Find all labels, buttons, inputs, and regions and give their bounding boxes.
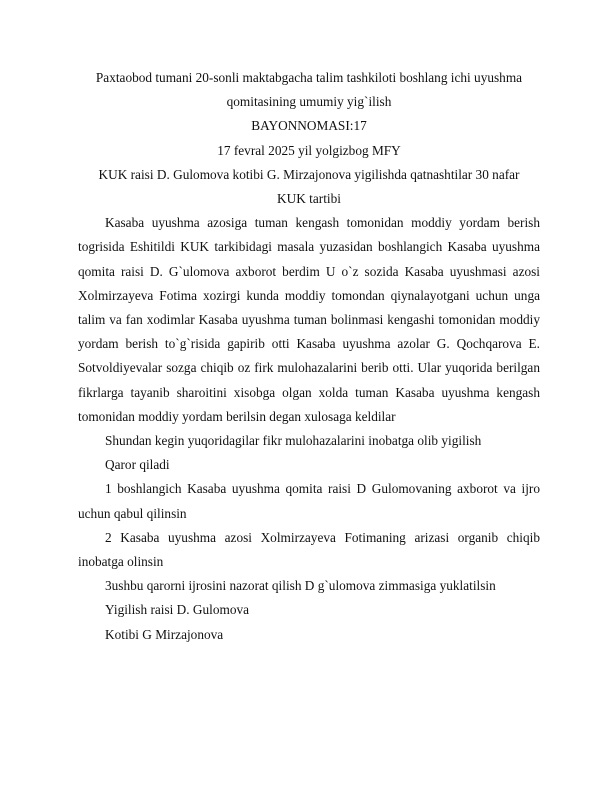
header-line-2: qomitasining umumiy yig`ilish [226,94,392,110]
decision-item-1: 1 boshlangich Kasaba uyushma qomita raisi D Gulomovaning axborot va ijro uchun qabul qilinsin [78,481,540,521]
attendance-line: KUK raisi D. Gulomova kotibi G. Mirzajonova yigilishda qatnashtilar 30 nafar [98,166,520,182]
meeting-chair: Yigilish raisi D. Gulomova [105,602,250,618]
main-paragraph: Kasaba uyushma azosiga tuman kengash tomonidan moddiy yordam berish togrisida Eshitildi KUK tarkibidagi masala yuzasidan boshlangich Kasaba uyushma qomita raisi D. G`ulomova axborot berdim U o`z sozida Kasaba uyushmasi azosi Xolmirzayeva Fotima xozirgi kunda moddiy tomondan qiynalayotgani uchun unga talim va fan xodimlar Kasaba uyushma tuman bolinmasi kengashi tomonidan moddiy yordam berish to`g`risida gapirib otti Kasaba uyushma azolar G. Qochqarova E. Sotvoldiyevalar sozga chiqib oz firk mulohazalarini berib otti. Ular yuqorida berilgan fikrlarga tayanib sharoitini xisobga olgan xolda tuman Kasaba uyushma kengash tomonidan moddiy yordam berilsin degan xulosaga keldilar [78,215,540,424]
protocol-date-place: 17 fevral 2025 yil yolgizbog MFY [217,142,401,158]
meeting-secretary: Kotibi G Mirzajonova [105,626,224,642]
header-line-1: Paxtaobod tumani 20-sonli maktabgacha talim tashkiloti boshlang ichi uyushma [95,70,523,85]
protocol-title: BAYONNOMASI:17 [251,118,367,134]
agenda-heading: KUK tartibi [277,191,341,207]
document-body [78,66,540,647]
decision-item-2: 2 Kasaba uyushma azosi Xolmirzayeva Fotimaning arizasi organib chiqib inobatga olinsin [78,529,540,570]
conclusion-line: Shundan kegin yuqoridagilar fikr mulohazalarini inobatga olib yigilish [105,433,482,449]
decision-item-3: 3ushbu qarorni ijrosini nazorat qilish D g`ulomova zimmasiga yuklatilsin [105,578,496,594]
decision-heading: Qaror qiladi [105,457,170,473]
